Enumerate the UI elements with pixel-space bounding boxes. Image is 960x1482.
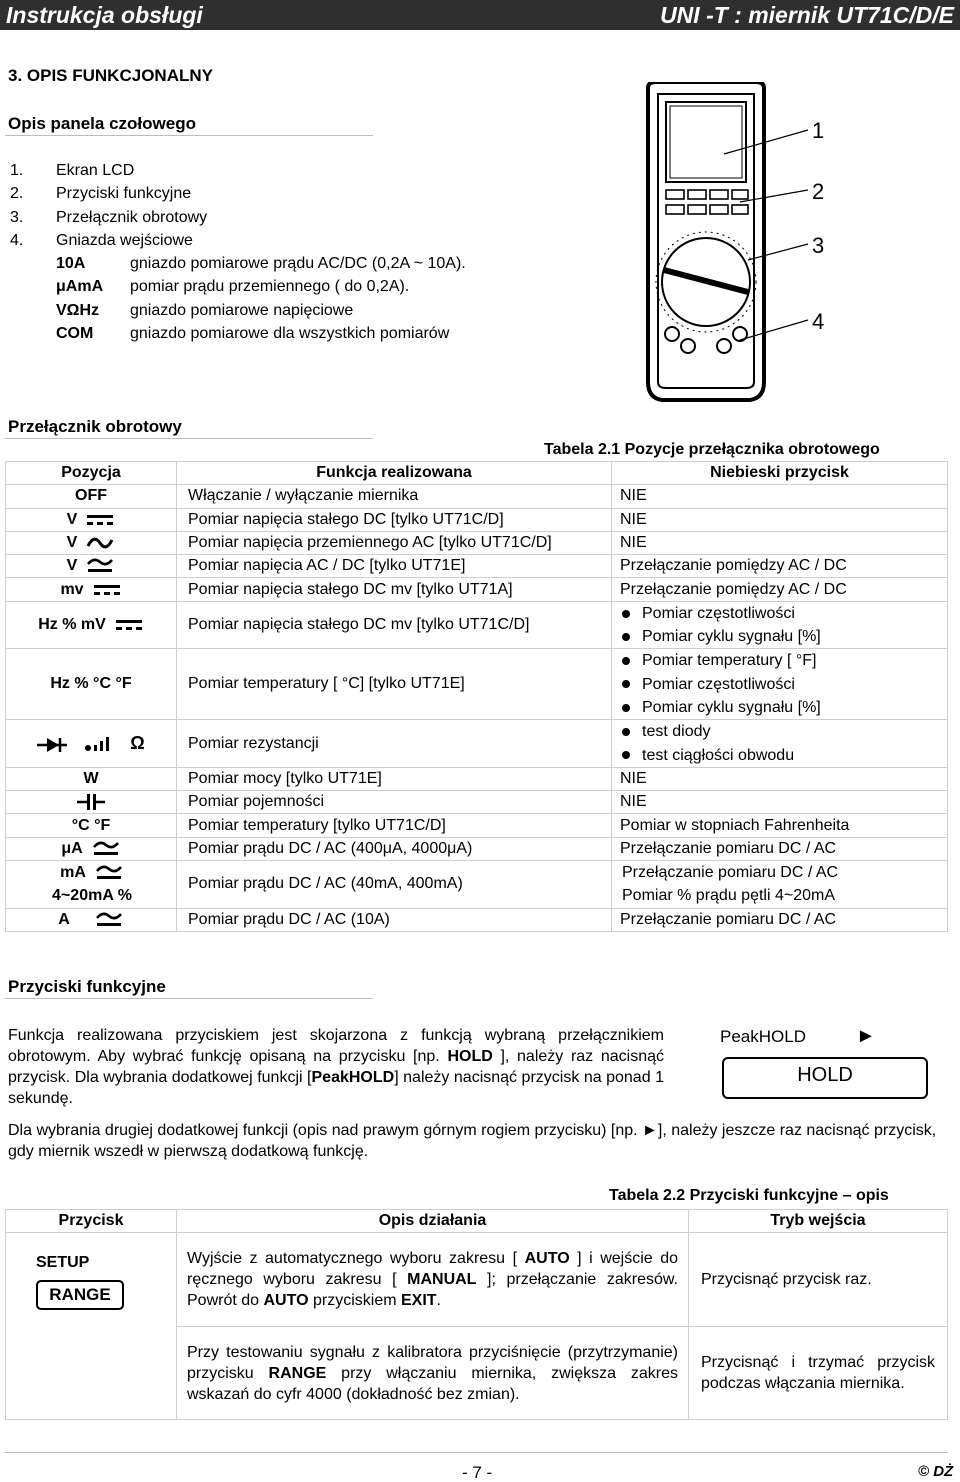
header-description: Opis działania [177,1210,689,1233]
callout-2: 2 [812,179,825,204]
bullet-icon [622,657,630,665]
panel-list [10,159,466,345]
table-row: W Pomiar mocy [tylko UT71E] NIE [6,767,948,790]
setup-label: SETUP [36,1254,90,1271]
rotary-title: Przełącznik obrotowy [8,417,182,436]
description-cell: Wyjście z automatycznego wyboru zakresu [ AUTO ] i wejście do ręcznego wyboru zakresu [ MANUAL ]; przełączanie zakresów. Powrót do AUTO przyciskiem EXIT. [177,1233,689,1327]
bullet-icon [622,680,630,688]
multimeter-illustration [630,82,830,404]
table-row: Pomiar pojemności NIE [6,791,948,814]
table-row: OFF Włączanie / wyłączanie miernika NIE [6,485,948,508]
callout-3: 3 [812,233,825,258]
socket-item: 10A gniazdo pomiarowe prądu AC/DC (0,2A ~ 10A). [56,255,466,273]
socket-item: VΩHz gniazdo pomiarowe napięciowe [56,301,354,319]
mode-cell: Przycisnąć i trzymać przycisk podczas włączania miernika. [689,1327,948,1420]
list-item: 1. Ekran LCD [10,162,135,179]
buttons-title: Przyciski funkcyjne [8,977,166,996]
section-title: 3. OPIS FUNKCJONALNY [8,66,213,85]
buttons-paragraph-2: Dla wybrania drugiej dodatkowej funkcji (opis nad prawym górnym rogiem przycisku) [np. ►], należy jeszcze raz nacisnąć przycisk, gdy miernik wszedł w pierwszą dodatkową funkcję. [8,1122,937,1160]
table-header-row [6,462,948,485]
socket-item: COM gniazdo pomiarowe dla wszystkich pomiarów [56,325,450,343]
list-item: 2. Przyciski funkcyjne [10,185,192,203]
table-row: Hz % °C °F Pomiar temperatury [ °C] [tylko UT71E] Pomiar temperatury [ °F] Pomiar częstotliwości Pomiar cyklu sygnału [%] [6,649,948,720]
divider [5,438,373,439]
peakhold-label: PeakHOLD [720,1027,806,1046]
ac-dc-symbol-icon [85,557,115,575]
header-blue-button: Niebieski przycisk [612,462,948,485]
bullet-icon [622,751,630,759]
table-row: A Pomiar prądu DC / AC (10A) Przełączanie pomiaru DC / AC [6,908,948,931]
list-item: 4. Gniazda wejściowe [10,231,193,249]
socket-item: μAmA pomiar prądu przemiennego ( do 0,2A). [56,278,410,296]
description-cell: Przy testowaniu sygnału z kalibratora przyciśnięcie (przytrzymanie) przycisku RANGE przy włączaniu miernika, zwiększa zakres wskazań do cyfr 4000 (dokładność bez zmian). [177,1327,689,1420]
divider [5,998,373,999]
page-header [0,0,960,30]
ac-symbol-icon [85,534,115,552]
table-row: μA Pomiar prądu DC / AC (400μA, 4000μA) Przełączanie pomiaru DC / AC [6,837,948,860]
diode-icon [37,736,69,754]
table-row: V Pomiar napięcia AC / DC [tylko UT71E] Przełączanie pomiędzy AC / DC [6,555,948,578]
header-mode: Tryb wejścia [689,1210,948,1233]
bullet-icon [622,728,630,736]
table-row: V Pomiar napięcia przemiennego AC [tylko UT71C/D] NIE [6,531,948,554]
mode-cell: Przycisnąć przycisk raz. [689,1233,948,1327]
table-row: V Pomiar napięcia stałego DC [tylko UT71C/D] NIE [6,508,948,531]
bullet-icon [622,610,630,618]
bullet-icon [622,704,630,712]
table-header-row [6,1210,948,1233]
function-buttons-table [5,1209,948,1420]
table-row [6,1233,948,1327]
divider [5,135,373,136]
table-caption: Tabela 2.2 Przyciski funkcyjne – opis [609,1187,889,1204]
capacitor-icon [77,793,105,811]
table-row: mv Pomiar napięcia stałego DC mv [tylko UT71A] Przełączanie pomiędzy AC / DC [6,578,948,601]
table-row: °C °F Pomiar temperatury [tylko UT71C/D] Pomiar w stopniach Fahrenheita [6,814,948,837]
header-function: Funkcja realizowana [177,462,612,485]
hold-button-label: HOLD [797,1064,853,1086]
range-button-illustration: RANGE [36,1280,124,1310]
list-item: 3. Przełącznik obrotowy [10,208,208,226]
dc-symbol-icon [92,581,122,599]
buttons-paragraph: Funkcja realizowana przyciskiem jest skojarzona z funkcją wybraną przełącznikiem obrotowym. Aby wybrać funkcję opisaną na przycisku [np. HOLD ], należy raz nacisnąć przycisk. Dla wybrania dodatkowej funkcji [PeakHOLD] należy nacisnąć przycisk na ponad 1 sekundę. [8,1027,665,1107]
rotary-positions-table [5,461,948,932]
dc-symbol-icon [85,511,115,529]
header-position: Pozycja [6,462,177,485]
ac-dc-symbol-icon [94,864,124,882]
bullet-icon [622,633,630,641]
callout-1: 1 [812,118,825,143]
table-row: mA 4~20mA % Pomiar prądu DC / AC (40mA, 400mA) Przełączanie pomiaru DC / AC Pomiar % prądu pętli 4~20mA [6,861,948,909]
continuity-buzzer-icon [84,736,114,754]
table-caption: Tabela 2.1 Pozycje przełącznika obrotowego [544,441,880,458]
panel-title: Opis panela czołowego [8,114,196,133]
dc-symbol-icon [114,616,144,634]
table-row: Hz % mV Pomiar napięcia stałego DC mv [tylko UT71C/D] Pomiar częstotliwości Pomiar cyklu sygnału [%] [6,601,948,649]
page-number: - 7 - [462,1463,493,1482]
header-left-title: Instrukcja obsługi [6,2,203,28]
callout-4: 4 [812,309,825,334]
table-row: Ω Pomiar rezystancji test diody test ciągłości obwodu [6,720,948,768]
footer-divider [5,1452,948,1453]
header-right-title: UNI -T : miernik UT71C/D/E [660,2,954,28]
copyright: © DŻ [918,1463,954,1480]
header-button: Przycisk [6,1210,177,1233]
ac-dc-symbol-icon [94,911,124,929]
arrow-right-icon: ► [856,1025,876,1047]
button-cell [6,1233,177,1420]
ac-dc-symbol-icon [91,840,121,858]
